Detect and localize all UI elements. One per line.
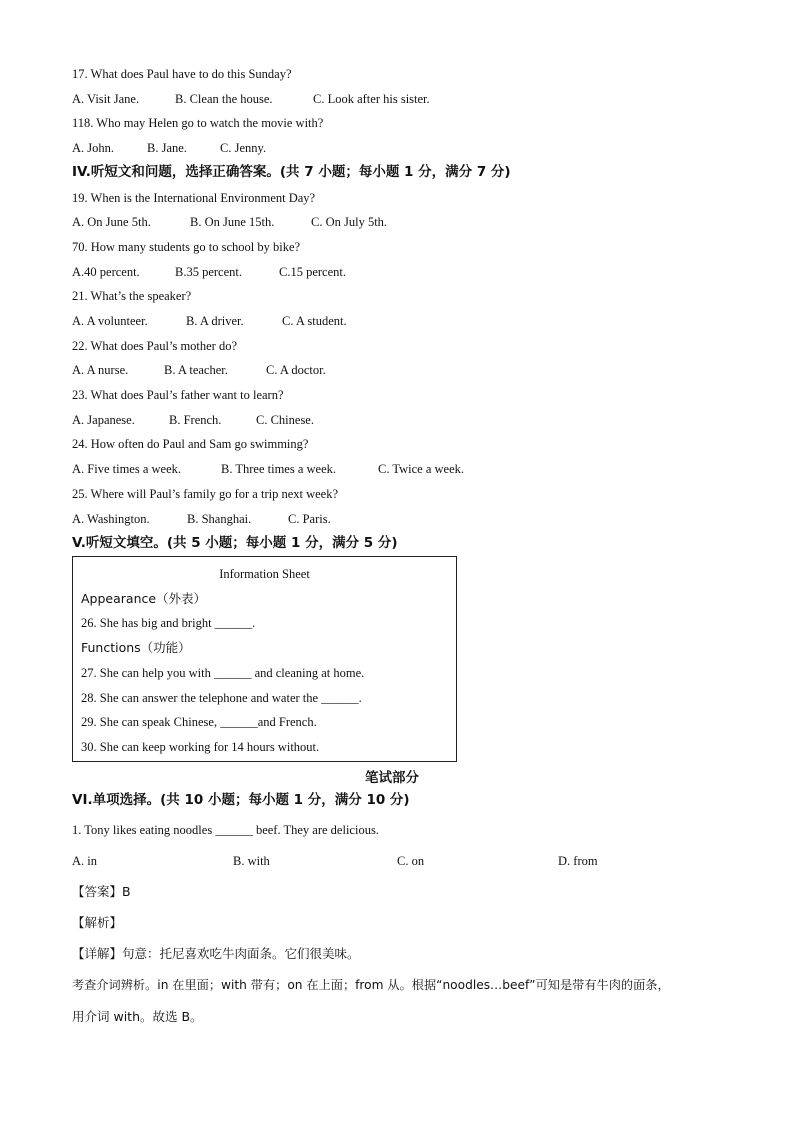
option-a: A. A volunteer. [72, 314, 148, 328]
option-b: B. Clean the house. [175, 92, 273, 106]
explanation-line-2: 用介词 with。故选 B。 [72, 1009, 203, 1024]
option-a: A. John. [72, 141, 115, 155]
question-25: 25. Where will Paul’s family go for a trip next week? [72, 487, 339, 501]
explanation-line-1: 考查介词辨析。in 在里面；with 带有；on 在上面；from 从。根据“noodles…beef”可知是带有牛肉的面条， [72, 978, 670, 992]
option-c: C. Jenny. [220, 141, 267, 155]
analysis-label: 【解析】 [72, 915, 123, 930]
question-24: 24. How often do Paul and Sam go swimming? [72, 437, 309, 451]
option-d: D. from [558, 854, 598, 868]
option-b: B. French. [169, 413, 222, 427]
question-24-options [72, 461, 464, 477]
question-22-options [72, 362, 326, 378]
question-26: 26. She has big and bright ______. [81, 616, 256, 630]
option-c: C.15 percent. [279, 265, 346, 279]
option-a: A. Visit Jane. [72, 92, 140, 106]
option-c: C. Look after his sister. [313, 92, 430, 106]
question-17-options [72, 91, 430, 107]
option-c: C. A student. [282, 314, 347, 328]
question-18: 118. Who may Helen go to watch the movie with? [72, 116, 324, 130]
option-a: A. A nurse. [72, 363, 129, 377]
option-b: B. Three times a week. [221, 462, 337, 476]
option-c: C. Paris. [288, 512, 331, 526]
option-a: A. On June 5th. [72, 215, 151, 229]
question-20-options [72, 264, 346, 280]
question-19-options [72, 214, 387, 230]
option-c: C. On July 5th. [311, 215, 388, 229]
option-c: C. A doctor. [266, 363, 326, 377]
functions-label: Functions（功能） [81, 640, 191, 655]
question-23-options [72, 412, 314, 428]
question-27: 27. She can help you with ______ and cleaning at home. [81, 666, 365, 680]
section-v-heading: V.听短文填空。(共 5 小题；每小题 1 分，满分 5 分) [72, 535, 398, 551]
question-20: 70. How many students go to school by bike? [72, 240, 301, 254]
option-b: B. Shanghai. [187, 512, 252, 526]
answer-line: 【答案】B [72, 884, 131, 899]
question-30: 30. She can keep working for 14 hours without. [81, 740, 320, 754]
section-iv-heading: IV.听短文和问题，选择正确答案。(共 7 小题；每小题 1 分，满分 7 分) [72, 164, 511, 180]
question-21: 21. What’s the speaker? [72, 289, 192, 303]
question-1: 1. Tony likes eating noodles ______ beef. They are delicious. [72, 823, 379, 837]
option-b: B. A driver. [186, 314, 244, 328]
option-c: C. Chinese. [256, 413, 314, 427]
information-sheet-box [72, 556, 457, 762]
option-a: A.40 percent. [72, 265, 140, 279]
question-1-options [72, 853, 598, 869]
section-vi-heading: VI.单项选择。(共 10 小题；每小题 1 分，满分 10 分) [72, 792, 410, 808]
question-18-options [72, 140, 266, 156]
option-b: B. Jane. [147, 141, 187, 155]
option-b: B.35 percent. [175, 265, 242, 279]
option-a: A. in [72, 854, 97, 868]
question-25-options [72, 511, 331, 527]
question-21-options [72, 313, 347, 329]
question-22: 22. What does Paul’s mother do? [72, 339, 238, 353]
detail-line: 【详解】句意：托尼喜欢吃牛肉面条。它们很美味。 [72, 946, 360, 961]
written-part-label: 笔试部分 [365, 770, 419, 786]
question-17: 17. What does Paul have to do this Sunday? [72, 67, 292, 81]
option-c: C. Twice a week. [378, 462, 465, 476]
question-23: 23. What does Paul’s father want to learn? [72, 388, 284, 402]
option-a: A. Japanese. [72, 413, 135, 427]
question-29: 29. She can speak Chinese, ______and French. [81, 715, 317, 729]
option-a: A. Five times a week. [72, 462, 182, 476]
question-28: 28. She can answer the telephone and water the ______. [81, 691, 362, 705]
option-b: B. A teacher. [164, 363, 228, 377]
appearance-label: Appearance（外表） [81, 591, 207, 606]
information-sheet-title: Information Sheet [219, 567, 310, 581]
option-c: C. on [397, 854, 425, 868]
option-b: B. with [233, 854, 270, 868]
option-a: A. Washington. [72, 512, 150, 526]
option-b: B. On June 15th. [190, 215, 275, 229]
question-19: 19. When is the International Environment Day? [72, 191, 316, 205]
